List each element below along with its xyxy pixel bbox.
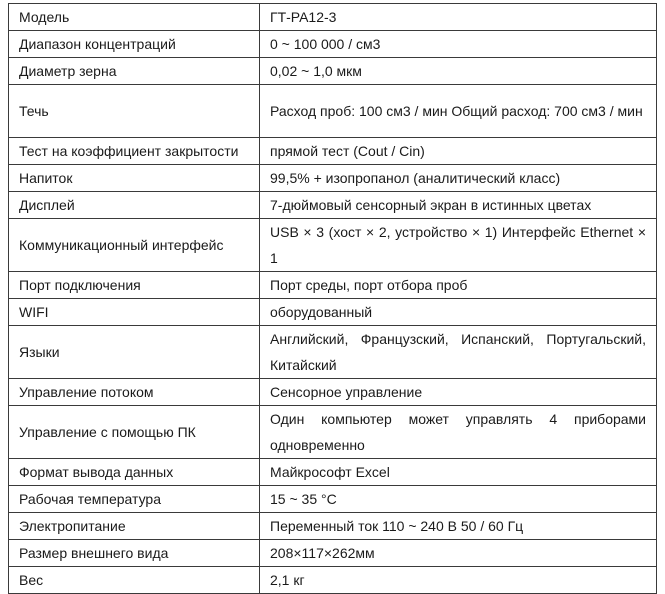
spec-value: Один компьютер может управлять 4 приборами одновременно xyxy=(260,406,657,459)
table-row xyxy=(9,138,657,165)
spec-label: Коммуникационный интерфейс xyxy=(9,219,260,272)
spec-value: 208×117×262мм xyxy=(260,540,657,567)
spec-label: Электропитание xyxy=(9,513,260,540)
spec-value: ГТ-PA12-3 xyxy=(260,4,657,31)
spec-value: Переменный ток 110 ~ 240 В 50 / 60 Гц xyxy=(260,513,657,540)
table-row xyxy=(9,299,657,326)
spec-label: Модель xyxy=(9,4,260,31)
spec-value: 0,02 ~ 1,0 мкм xyxy=(260,58,657,85)
table-row xyxy=(9,165,657,192)
table-row xyxy=(9,192,657,219)
table-row xyxy=(9,85,657,138)
spec-label: WIFI xyxy=(9,299,260,326)
spec-value: 15 ~ 35 °C xyxy=(260,486,657,513)
spec-label: Течь xyxy=(9,85,260,138)
spec-label: Формат вывода данных xyxy=(9,459,260,486)
spec-label: Напиток xyxy=(9,165,260,192)
table-row xyxy=(9,567,657,594)
spec-label: Диаметр зерна xyxy=(9,58,260,85)
spec-value: 7-дюймовый сенсорный экран в истинных цветах xyxy=(260,192,657,219)
table-row xyxy=(9,406,657,459)
spec-value: Порт среды, порт отбора проб xyxy=(260,272,657,299)
table-row xyxy=(9,4,657,31)
spec-value: прямой тест (Cout / Cin) xyxy=(260,138,657,165)
table-row xyxy=(9,58,657,85)
table-row xyxy=(9,219,657,272)
spec-table xyxy=(8,3,657,594)
table-row xyxy=(9,272,657,299)
spec-value: Расход проб: 100 см3 / мин Общий расход: 700 см3 / мин xyxy=(260,85,657,138)
spec-value: Майкрософт Excel xyxy=(260,459,657,486)
spec-label: Вес xyxy=(9,567,260,594)
table-row xyxy=(9,486,657,513)
table-row xyxy=(9,31,657,58)
spec-value: 99,5% + изопропанол (аналитический класс) xyxy=(260,165,657,192)
spec-label: Управление с помощью ПК xyxy=(9,406,260,459)
spec-value: оборудованный xyxy=(260,299,657,326)
table-row xyxy=(9,513,657,540)
spec-label: Языки xyxy=(9,326,260,379)
spec-label: Порт подключения xyxy=(9,272,260,299)
spec-value: Английский, Французский, Испанский, Португальский, Китайский xyxy=(260,326,657,379)
table-row xyxy=(9,459,657,486)
table-row xyxy=(9,540,657,567)
spec-label: Управление потоком xyxy=(9,379,260,406)
spec-label: Диапазон концентраций xyxy=(9,31,260,58)
spec-label: Дисплей xyxy=(9,192,260,219)
spec-value: 2,1 кг xyxy=(260,567,657,594)
spec-value: Сенсорное управление xyxy=(260,379,657,406)
table-row xyxy=(9,379,657,406)
spec-value: 0 ~ 100 000 / см3 xyxy=(260,31,657,58)
spec-label: Размер внешнего вида xyxy=(9,540,260,567)
spec-label: Тест на коэффициент закрытости xyxy=(9,138,260,165)
spec-label: Рабочая температура xyxy=(9,486,260,513)
spec-value: USB × 3 (хост × 2, устройство × 1) Интерфейс Ethernet × 1 xyxy=(260,219,657,272)
table-row xyxy=(9,326,657,379)
